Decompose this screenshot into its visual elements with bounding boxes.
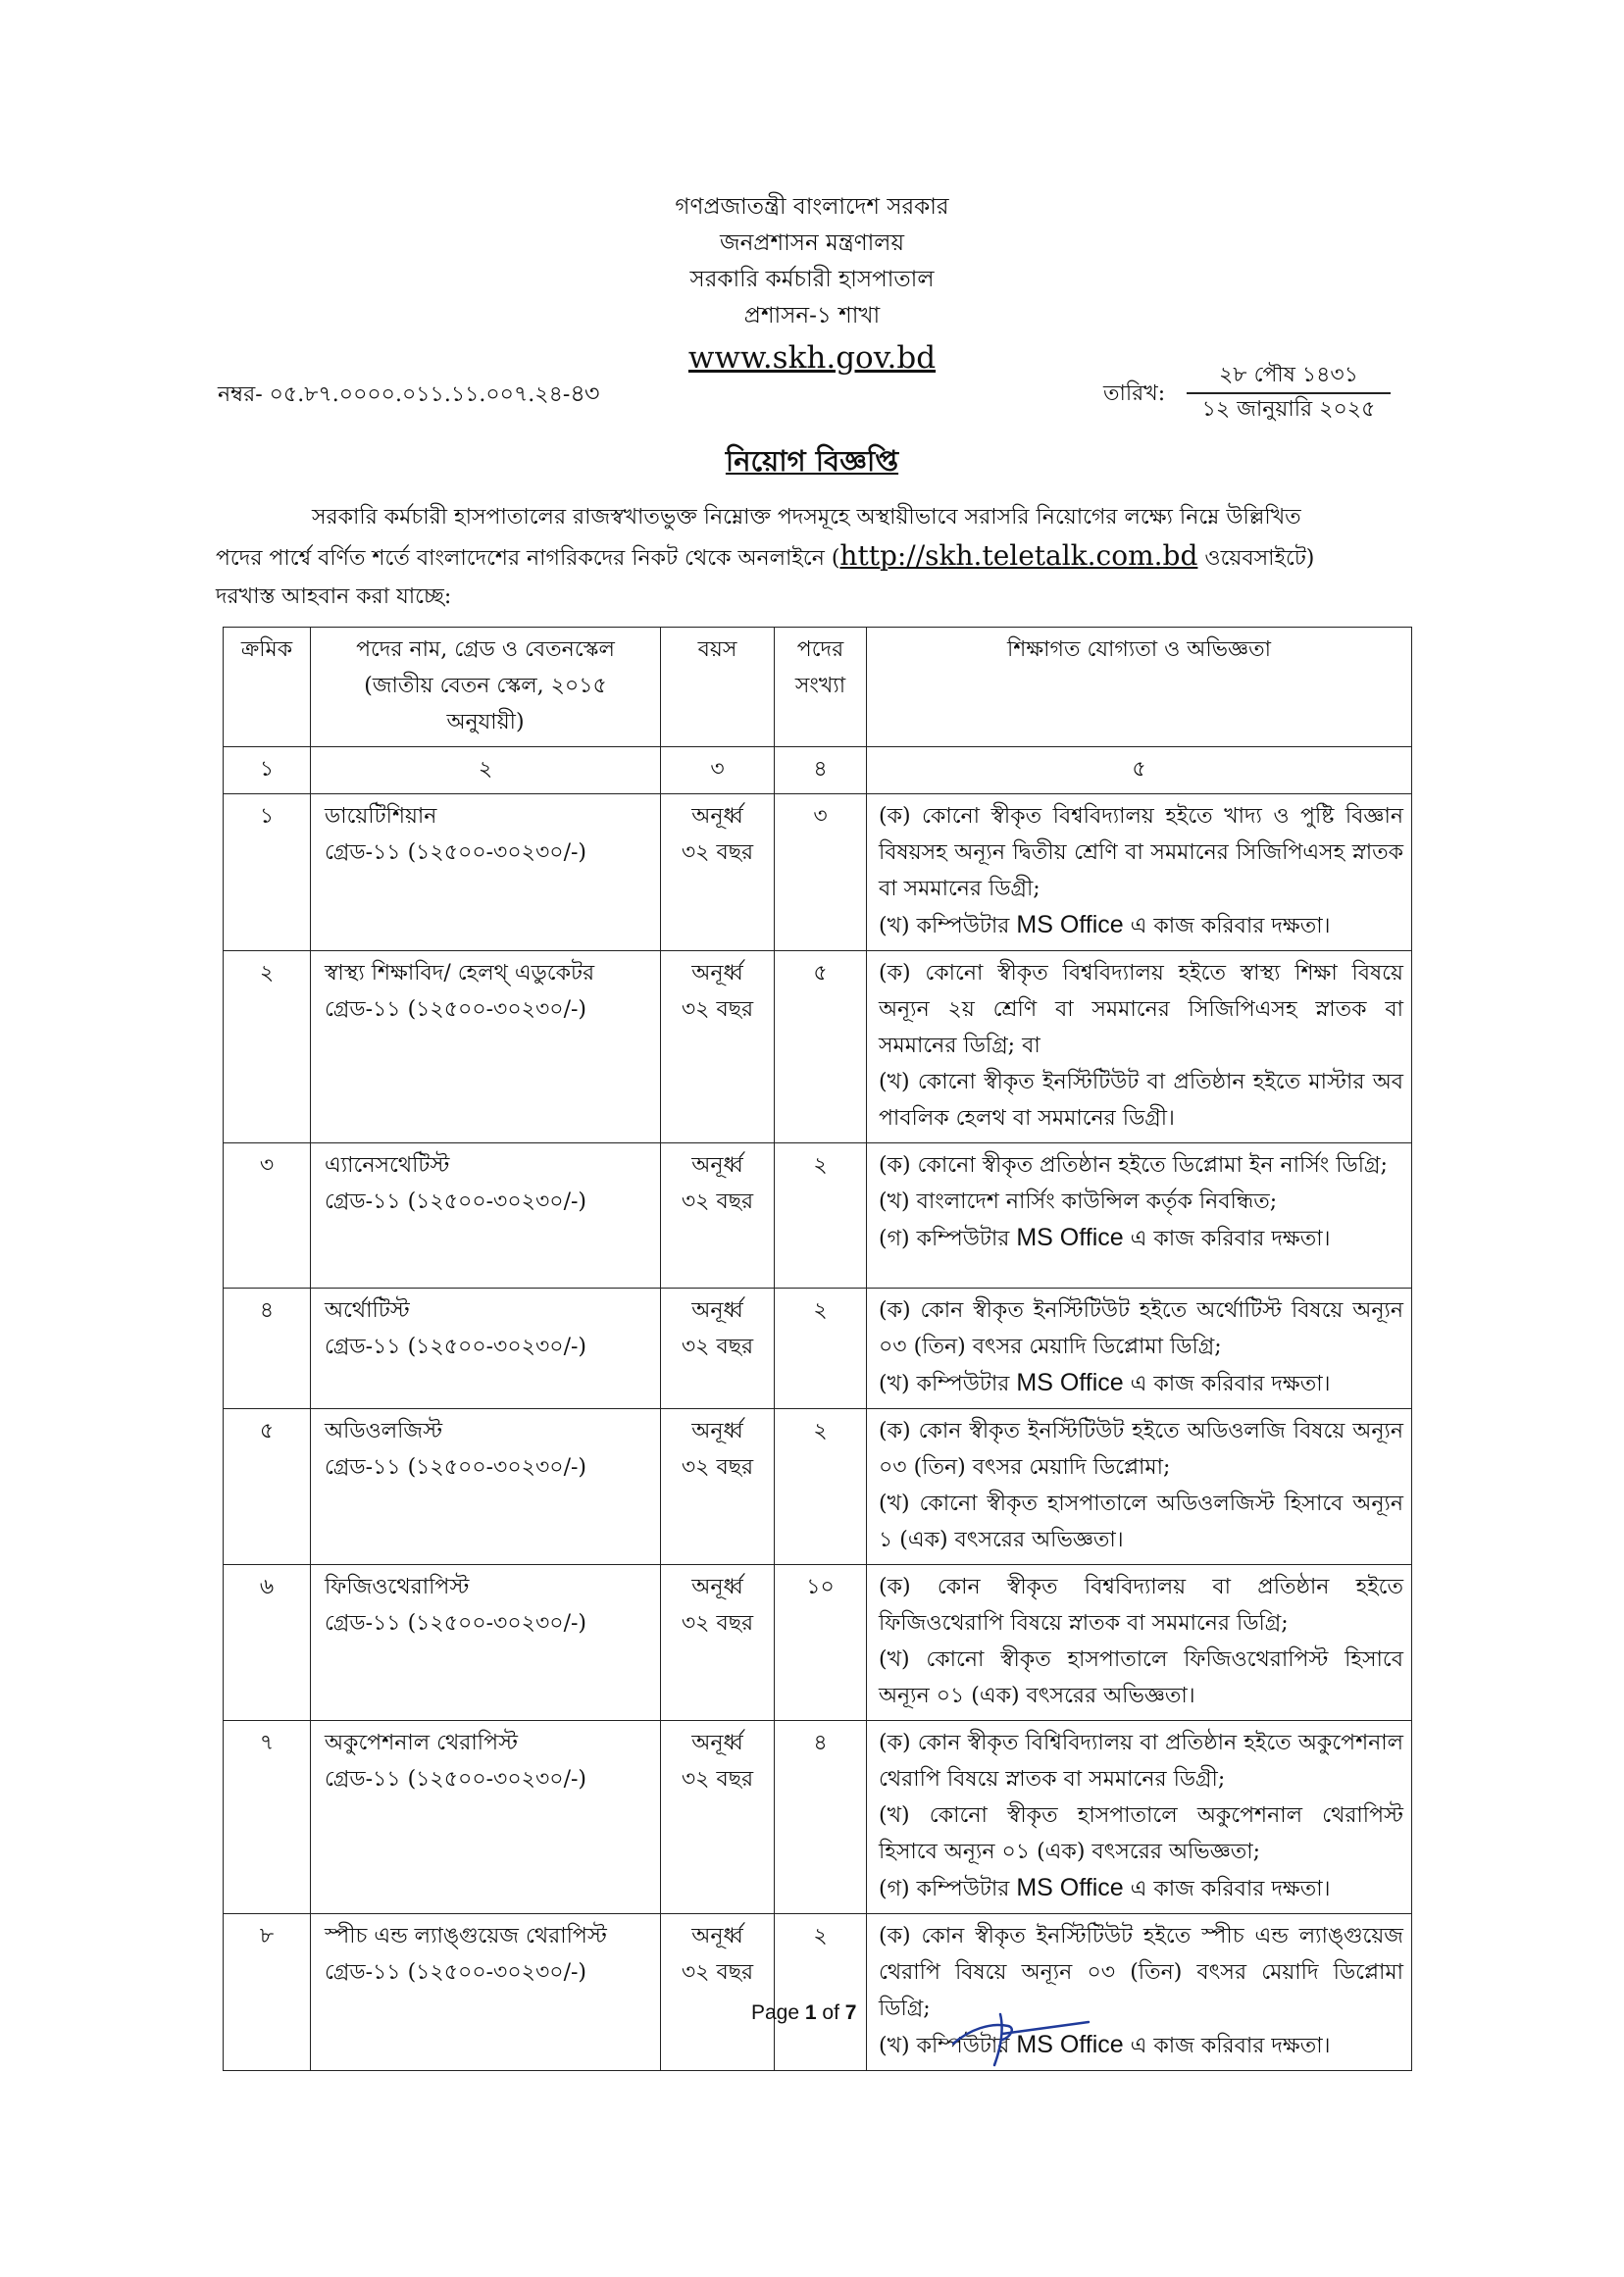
row-post: [311, 1721, 661, 1914]
qualification-text: (গ) কম্পিউটার: [879, 1877, 1017, 1901]
table-row: [224, 1409, 1412, 1565]
row-age: [661, 1565, 775, 1721]
row-qualification: [867, 951, 1412, 1143]
header-post-line-1: পদের নাম, গ্রেড ও বেতনস্কেল: [356, 637, 615, 662]
row-count: ১০: [775, 1565, 867, 1721]
row-serial: ১: [224, 794, 311, 951]
age-line-2: ৩২ বছর: [681, 840, 754, 865]
age-line-1: অনূর্ধ্ব: [691, 1419, 743, 1443]
row-qualification: [867, 1289, 1412, 1409]
qualification-item: (ক) কোন স্বীকৃত ইনস্টিটিউট হইতে অর্থোটিস্ট বিষয়ে অন্যূন ০৩ (তিন) বৎসর মেয়াদি ডিপ্লোমা ডিগ্রি;: [879, 1298, 1403, 1359]
age-line-2: ৩২ বছর: [681, 1455, 754, 1480]
footer-of-label: of: [816, 2001, 845, 2024]
qualification-text: (খ) কম্পিউটার: [879, 2034, 1017, 2058]
row-count: ২: [775, 1409, 867, 1565]
row-serial: ৮: [224, 1914, 311, 2071]
table-row: [224, 794, 1412, 951]
header-post-line-2: (জাতীয় বেতন স্কেল, ২০১৫: [364, 674, 607, 698]
age-line-2: ৩২ বছর: [681, 1335, 754, 1359]
row-post: [311, 1289, 661, 1409]
column-number: ৪: [775, 747, 867, 794]
header-section: প্রশাসন-১ শাখা: [743, 303, 881, 329]
qualification-item: (খ) বাংলাদেশ নার্সিং কাউন্সিল কর্তৃক নিবন্ধিত;: [879, 1189, 1278, 1214]
intro-line-2: [216, 536, 1383, 578]
intro-line-1: সরকারি কর্মচারী হাসপাতালের রাজস্বখাতভুক্ত নিম্নোক্ত পদসমূহে অস্থায়ীভাবে সরাসরি নিয়োগের লক্ষ্যে নিম্নে উল্লিখিত: [312, 505, 1301, 530]
row-qualification: [867, 1721, 1412, 1914]
row-age: [661, 951, 775, 1143]
row-qualification: [867, 794, 1412, 951]
qualification-item: [879, 1365, 1403, 1402]
vacancy-table: [223, 627, 1412, 2071]
row-post: [311, 951, 661, 1143]
intro-line-2-start: পদের পার্শ্বে বর্ণিত শর্তে বাংলাদেশের নাগরিকদের নিকট থেকে অনলাইনে (: [216, 546, 840, 571]
post-name: ফিজিওথেরাপিস্ট: [325, 1575, 470, 1599]
age-line-1: অনূর্ধ্ব: [691, 961, 743, 986]
table-row: [224, 1565, 1412, 1721]
post-name: অডিওলজিস্ট: [325, 1419, 443, 1443]
row-serial: ৭: [224, 1721, 311, 1914]
qualification-item: (খ) কোনো স্বীকৃত হাসপাতালে ফিজিওথেরাপিস্ট হিসাবে অন্যূন ০১ (এক) বৎসরের অভিজ্ঞতা।: [879, 1647, 1403, 1708]
row-count: ৫: [775, 951, 867, 1143]
age-line-2: ৩২ বছর: [681, 1189, 754, 1214]
notice-title: নিয়োগ বিজ্ঞপ্তি: [725, 444, 899, 478]
header-count-line-1: পদের: [796, 637, 844, 662]
signature-mark: [951, 2000, 1098, 2069]
qualification-item: (খ) কোনো স্বীকৃত ইনস্টিটিউট বা প্রতিষ্ঠান হইতে মাস্টার অব পাবলিক হেলথ বা সমমানের ডিগ্রী।: [879, 1070, 1403, 1131]
row-count: ৪: [775, 1721, 867, 1914]
post-grade: গ্রেড-১১ (১২৫০০-৩০২৩০/-): [325, 1611, 587, 1636]
header-block: [0, 189, 1624, 380]
row-age: [661, 1289, 775, 1409]
post-name: স্বাস্থ্য শিক্ষাবিদ/ হেলথ্ এডুকেটর: [325, 961, 595, 986]
qualification-item: [879, 1870, 1403, 1907]
footer-page-total: 7: [844, 2001, 857, 2024]
qualification-item: (ক) কোনো স্বীকৃত প্রতিষ্ঠান হইতে ডিপ্লোমা ইন নার্সিং ডিগ্রি;: [879, 1153, 1388, 1178]
age-line-1: অনূর্ধ্ব: [691, 1924, 743, 1948]
row-serial: ৬: [224, 1565, 311, 1721]
post-grade: গ্রেড-১১ (১২৫০০-৩০২৩০/-): [325, 1767, 587, 1792]
row-serial: ৪: [224, 1289, 311, 1409]
qualification-item: (ক) কোন স্বীকৃত ইনস্টিটিউট হইতে অডিওলজি বিষয়ে অন্যূন ০৩ (তিন) বৎসর মেয়াদি ডিপ্লোমা;: [879, 1419, 1403, 1480]
qualification-item: (খ) কোনো স্বীকৃত হাসপাতালে অডিওলজিস্ট হিসাবে অন্যূন ১ (এক) বৎসরের অভিজ্ঞতা।: [879, 1492, 1403, 1552]
qualification-item: (ক) কোন স্বীকৃত বিশ্বিবিদ্যালয় বা প্রতিষ্ঠান হইতে অকুপেশনাল থেরাপি বিষয়ে স্নাতক বা সমমানের ডিগ্রী;: [879, 1731, 1403, 1792]
row-qualification: [867, 1914, 1412, 2071]
qualification-text: এ কাজ করিবার দক্ষতা।: [1123, 1877, 1331, 1901]
footer-page-label: Page: [751, 2001, 805, 2024]
age-line-2: ৩২ বছর: [681, 1960, 754, 1985]
header-ministry: জনপ্রশাসন মন্ত্রণালয়: [720, 230, 904, 256]
footer-page-number: 1: [804, 2001, 817, 2024]
column-number: ১: [224, 747, 311, 794]
post-grade: গ্রেড-১১ (১২৫০০-৩০২৩০/-): [325, 840, 587, 865]
header-post-line-3: অনুযায়ী): [446, 710, 525, 734]
table-column-number-row: [224, 747, 1412, 794]
age-line-2: ৩২ বছর: [681, 1611, 754, 1636]
date-label: তারিখ:: [1103, 381, 1166, 406]
row-post: [311, 794, 661, 951]
row-count: ২: [775, 1914, 867, 2071]
qualification-text: এ কাজ করিবার দক্ষতা।: [1123, 914, 1331, 938]
row-post: [311, 1914, 661, 2071]
header-post: [311, 628, 661, 747]
software-name: MS Office: [1016, 911, 1124, 938]
age-line-2: ৩২ বছর: [681, 997, 754, 1022]
row-age: [661, 1143, 775, 1289]
row-count: ২: [775, 1289, 867, 1409]
table-row: [224, 1143, 1412, 1289]
table-row: [224, 1289, 1412, 1409]
post-grade: গ্রেড-১১ (১২৫০০-৩০২৩০/-): [325, 1455, 587, 1480]
age-line-1: অনূর্ধ্ব: [691, 1153, 743, 1178]
qualification-item: [879, 907, 1403, 944]
age-line-1: অনূর্ধ্ব: [691, 1731, 743, 1755]
post-name: অকুপেশনাল থেরাপিস্ট: [325, 1731, 518, 1755]
post-name: এ্যানেসথেটিস্ট: [325, 1153, 450, 1178]
date-bangla: ২৮ পৌষ ১৪৩১: [1187, 361, 1391, 394]
qualification-text: (গ) কম্পিউটার: [879, 1227, 1017, 1251]
row-qualification: [867, 1565, 1412, 1721]
column-number: ২: [311, 747, 661, 794]
memo-number: [218, 376, 598, 415]
row-age: [661, 1914, 775, 2071]
post-grade: গ্রেড-১১ (১২৫০০-৩০২৩০/-): [325, 1189, 587, 1214]
qualification-item: (ক) কোন স্বীকৃত ইনস্টিটিউট হইতে স্পীচ এন্ড ল্যাঙ্গুয়েজ থেরাপি বিষয়ে অন্যূন ০৩ (তিন) বৎসর মেয়াদি ডিপ্লোমা ডিগ্রি;: [879, 1924, 1403, 2021]
page-footer: [751, 2001, 856, 2025]
post-name: অর্থোটিস্ট: [325, 1298, 410, 1323]
header-serial: ক্রমিক: [224, 628, 311, 747]
software-name: MS Office: [1016, 1369, 1124, 1396]
qualification-item: (ক) কোনো স্বীকৃত বিশ্ববিদ্যালয় হইতে খাদ্য ও পুষ্টি বিজ্ঞান বিষয়সহ অন্যূন দ্বিতীয় শ্রেণি বা সমমানের সিজিপিএসহ স্নাতক বা সমমানের ডিগ্রী;: [879, 804, 1403, 901]
row-count: ৩: [775, 794, 867, 951]
application-url-link[interactable]: http://skh.teletalk.com.bd: [839, 539, 1198, 572]
row-serial: ৫: [224, 1409, 311, 1565]
row-qualification: [867, 1409, 1412, 1565]
table-row: [224, 1721, 1412, 1914]
qualification-text: (খ) কম্পিউটার: [879, 914, 1017, 938]
header-count-line-2: সংখ্যা: [794, 674, 846, 698]
post-grade: গ্রেড-১১ (১২৫০০-৩০২৩০/-): [325, 1960, 587, 1985]
qualification-item: (ক) কোন স্বীকৃত বিশ্ববিদ্যালয় বা প্রতিষ্ঠান হইতে ফিজিওথেরাপি বিষয়ে স্নাতক বা সমমানের ডিগ্রি;: [879, 1575, 1403, 1636]
age-line-1: অনূর্ধ্ব: [691, 804, 743, 829]
table-header-row: [224, 628, 1412, 747]
software-name: MS Office: [1016, 1874, 1124, 1901]
row-serial: ৩: [224, 1143, 311, 1289]
qualification-text: এ কাজ করিবার দক্ষতা।: [1123, 1372, 1331, 1396]
header-government: গণপ্রজাতন্ত্রী বাংলাদেশ সরকার: [675, 194, 949, 220]
header-count: [775, 628, 867, 747]
date-gregorian: ১২ জানুয়ারি ২০২৫: [1201, 397, 1376, 422]
qualification-item: [879, 1220, 1403, 1257]
intro-line-3: দরখাস্ত আহবান করা যাচ্ছে:: [216, 584, 452, 609]
row-post: [311, 1143, 661, 1289]
post-grade: গ্রেড-১১ (১২৫০০-৩০২৩০/-): [325, 997, 587, 1022]
qualification-item: (খ) কোনো স্বীকৃত হাসপাতালে অকুপেশনাল থেরাপিস্ট হিসাবে অন্যূন ০১ (এক) বৎসরের অভিজ্ঞতা;: [879, 1803, 1403, 1864]
qualification-text: (খ) কম্পিউটার: [879, 1372, 1017, 1396]
row-age: [661, 1409, 775, 1565]
row-age: [661, 794, 775, 951]
table-row: [224, 1914, 1412, 2071]
intro-line-2-end: ওয়েবসাইটে): [1197, 546, 1315, 571]
qualification-text: এ কাজ করিবার দক্ষতা।: [1123, 1227, 1331, 1251]
qualification-item: (ক) কোনো স্বীকৃত বিশ্ববিদ্যালয় হইতে স্বাস্থ্য শিক্ষা বিষয়ে অন্যূন ২য় শ্রেণি বা সমমানের সিজিপিএসহ স্নাতক বা সমমানের ডিগ্রি; বা: [879, 961, 1403, 1058]
post-grade: গ্রেড-১১ (১২৫০০-৩০২৩০/-): [325, 1335, 587, 1359]
column-number: ৩: [661, 747, 775, 794]
post-name: স্পীচ এন্ড ল্যাঙ্গুয়েজ থেরাপিস্ট: [325, 1924, 607, 1948]
row-post: [311, 1409, 661, 1565]
header-age: বয়স: [661, 628, 775, 747]
software-name: MS Office: [1016, 1224, 1124, 1251]
post-name: ডায়েটিশিয়ান: [325, 804, 437, 829]
memo-number-text: নম্বর- ০৫.৮৭.০০০০.০১১.১১.০০৭.২৪-: [218, 382, 571, 407]
row-qualification: [867, 1143, 1412, 1289]
row-post: [311, 1565, 661, 1721]
row-count: ২: [775, 1143, 867, 1289]
row-age: [661, 1721, 775, 1914]
memo-number-handwritten: ৪৩: [570, 380, 599, 407]
column-number: ৫: [867, 747, 1412, 794]
date-values: [1187, 361, 1391, 426]
age-line-2: ৩২ বছর: [681, 1767, 754, 1792]
header-hospital: সরকারি কর্মচারী হাসপাতাল: [689, 267, 935, 292]
qualification-text: এ কাজ করিবার দক্ষতা।: [1123, 2034, 1331, 2058]
header-qualification: শিক্ষাগত যোগ্যতা ও অভিজ্ঞতা: [867, 628, 1412, 747]
header-website-link[interactable]: www.skh.gov.bd: [687, 340, 937, 376]
age-line-1: অনূর্ধ্ব: [691, 1575, 743, 1599]
intro-paragraph: [216, 498, 1383, 616]
table-row: [224, 951, 1412, 1143]
row-serial: ২: [224, 951, 311, 1143]
software-name: MS Office: [1016, 2031, 1124, 2058]
age-line-1: অনূর্ধ্ব: [691, 1298, 743, 1323]
